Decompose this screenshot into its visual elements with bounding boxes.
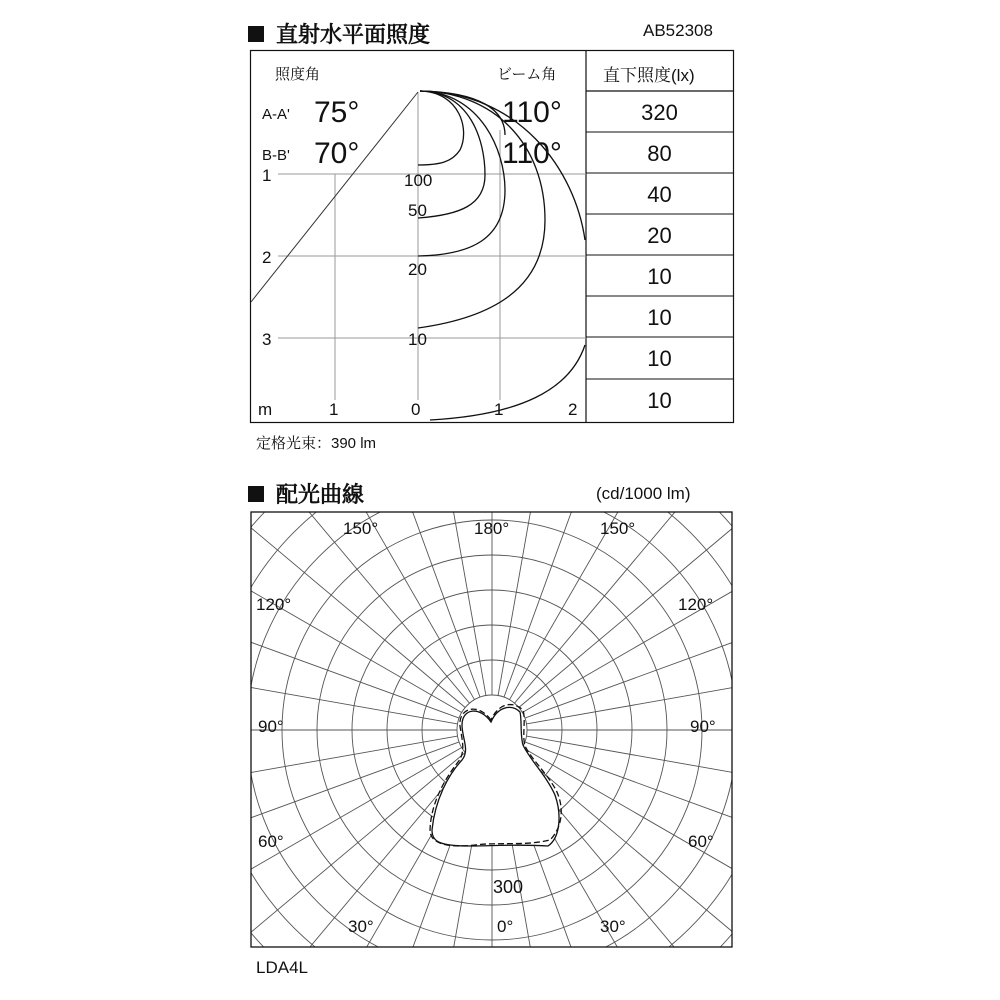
lux-value: 20 [647, 222, 672, 248]
angle-label: 150° [600, 519, 636, 538]
lux-value: 80 [647, 140, 672, 166]
row-b-beam: 110° [502, 137, 562, 170]
polar-spoke [321, 260, 480, 697]
curve-a-solid [432, 707, 559, 846]
y-tick-1: 1 [262, 166, 272, 185]
polar-spoke [242, 297, 475, 700]
row-a-beam: 110° [502, 96, 562, 129]
polar-spoke [519, 752, 875, 1000]
angle-label: 0° [497, 917, 514, 936]
polar-spoke [522, 480, 925, 713]
angle-label: 30° [600, 917, 626, 936]
lux-value: 10 [647, 387, 672, 413]
angle-label: 60° [688, 832, 714, 851]
angle-label: 90° [258, 717, 284, 736]
polar-spoke [526, 643, 984, 724]
polar-spoke [526, 736, 984, 817]
col-lux-label: 直下照度(lx) [603, 66, 695, 85]
x-tick-0: 0 [411, 400, 421, 419]
row-b-angle: 70° [314, 137, 360, 170]
distribution-curves [430, 705, 561, 846]
polar-spoke [525, 559, 962, 718]
polar-spoke [109, 409, 465, 708]
polar-spoke [0, 736, 458, 817]
angle-label: 180° [474, 519, 510, 538]
polar-spoke [514, 757, 813, 1000]
unit-label: (cd/1000 lm) [596, 484, 691, 503]
angle-label: 60° [258, 832, 284, 851]
section1-title: 直射水平面照度 [276, 22, 431, 47]
polar-spoke [405, 238, 486, 696]
polar-spoke [525, 742, 962, 901]
contour-label-10: 10 [408, 330, 427, 349]
angle-label: 120° [256, 595, 292, 614]
section2-title: 配光曲線 [276, 482, 365, 507]
contour-label-20: 20 [408, 260, 427, 279]
angle-label: 120° [678, 595, 714, 614]
model-code: AB52308 [643, 21, 713, 40]
contour-label-50: 50 [408, 201, 427, 220]
y-tick-3: 3 [262, 330, 272, 349]
polar-spoke [22, 559, 459, 718]
lux-value: 10 [647, 345, 672, 371]
polar-spoke [0, 643, 458, 724]
polar-spoke [171, 347, 470, 703]
angle-label: 150° [343, 519, 379, 538]
polar-spoke [514, 347, 813, 703]
lux-value: 40 [647, 181, 672, 207]
x-tick-1-left: 1 [329, 400, 339, 419]
scale-label: 300 [493, 877, 524, 897]
contour-label-100: 100 [404, 171, 433, 190]
angle-label: 30° [348, 917, 374, 936]
x-tick-2: 2 [568, 400, 578, 419]
row-a-angle: 75° [314, 96, 360, 129]
x-tick-m: m [258, 400, 273, 419]
polar-spoke [522, 748, 925, 981]
y-tick-2: 2 [262, 248, 272, 267]
row-b-label: B-B' [262, 147, 290, 164]
polar-spoke [22, 742, 459, 901]
rated-flux-label: 定格光束：390 lm [256, 435, 377, 452]
row-a-label: A-A' [262, 106, 290, 123]
lux-value: 10 [647, 263, 672, 289]
polar-spoke [504, 260, 663, 697]
polar-spoke [59, 748, 462, 981]
polar-spoke [519, 409, 875, 708]
model-label: LDA4L [256, 958, 308, 977]
col-beam-label: ビーム角 [497, 66, 557, 83]
lux-value: 10 [647, 304, 672, 330]
polar-spoke [171, 757, 470, 1000]
angle-label: 90° [690, 717, 716, 736]
col-angle-label: 照度角 [275, 66, 321, 83]
lux-value: 320 [641, 99, 678, 125]
polar-spoke [498, 238, 579, 696]
polar-spoke [510, 297, 743, 700]
x-tick-1-right: 1 [494, 400, 504, 419]
